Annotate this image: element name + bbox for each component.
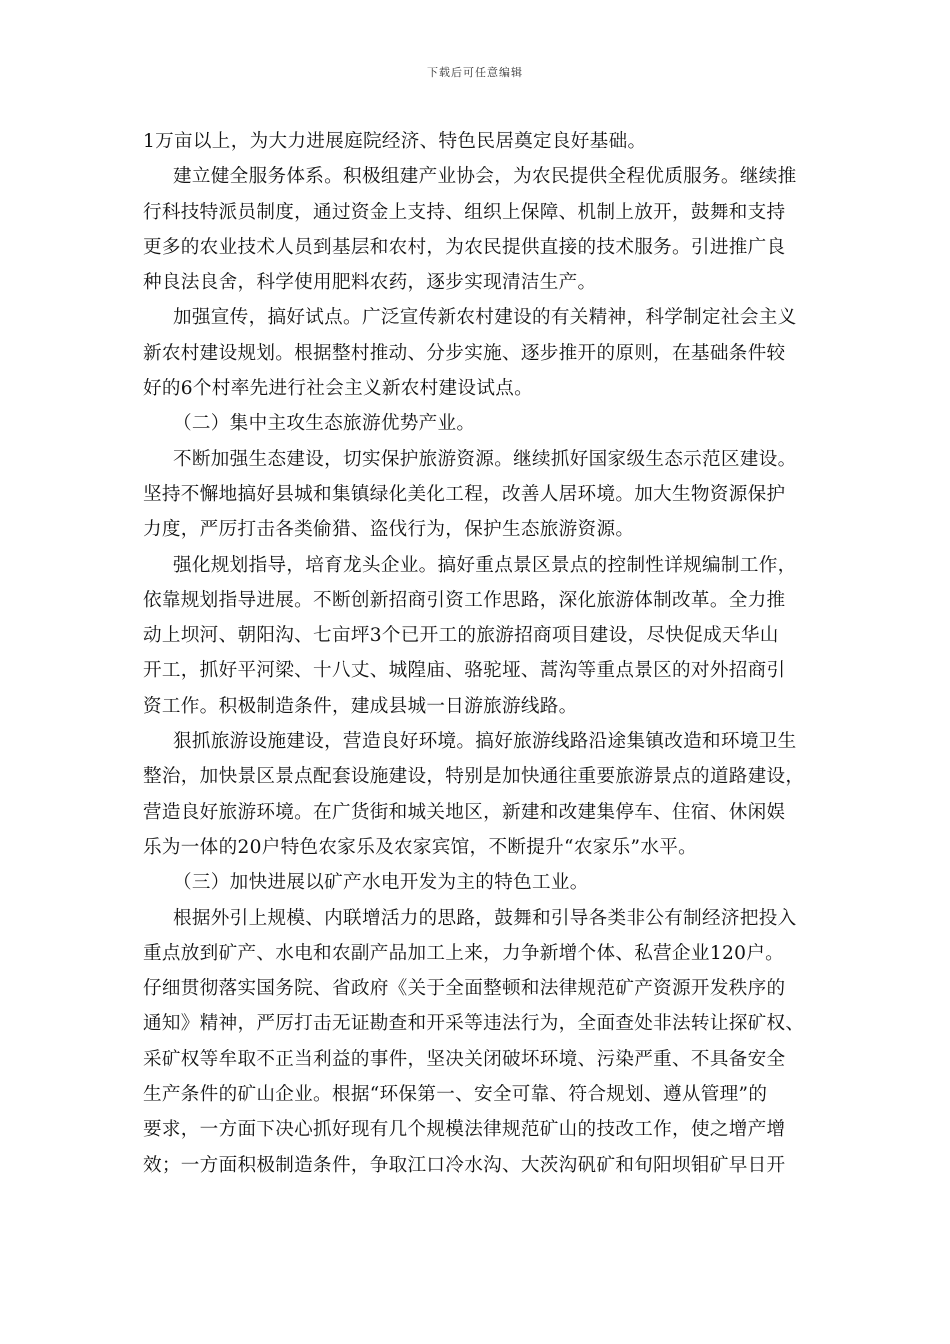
page-header: 下载后可任意编辑: [427, 66, 523, 79]
text-line: 1万亩以上，为大力进展庭院经济、特色民居奠定良好基础。: [143, 131, 647, 152]
text-line: 乐为一体的20户特色农家乐及农家宾馆，不断提升“农家乐”水平。: [143, 836, 698, 858]
text-line: 整治，加快景区景点配套设施建设，特别是加快通往重要旅游景点的道路建设，: [143, 766, 805, 788]
document-body: [143, 124, 823, 1183]
text-line: 生产条件的矿山企业。根据“环保第一、安全可靠、符合规划、遵从管理”的: [143, 1084, 768, 1106]
text-line: 新农村建设规划。根据整村推动、分步实施、逐步推开的原则，在基础条件较: [143, 342, 786, 364]
text-line: 采矿权等牟取不正当利益的事件，坚决关闭破坏环境、污染严重、不具备安全: [143, 1048, 786, 1070]
text-line: 坚持不懈地搞好县城和集镇绿化美化工程，改善人居环境。加大生物资源保护: [143, 483, 786, 505]
text-line: 通知》精神，严厉打击无证勘查和开采等违法行为，全面查处非法转让探矿权、: [143, 1013, 805, 1035]
text-line: 更多的农业技术人员到基层和农村，为农民提供直接的技术服务。引进推广良: [143, 236, 786, 258]
text-line: 营造良好旅游环境。在广货街和城关地区，新建和改建集停车、住宿、休闲娱: [143, 801, 786, 823]
text-line: 不断加强生态建设，切实保护旅游资源。继续抓好国家级生态示范区建设。: [173, 448, 797, 470]
text-line: 强化规划指导，培育龙头企业。搞好重点景区景点的控制性详规编制工作，: [173, 554, 797, 576]
text-line: 动上坝河、朝阳沟、七亩坪3个已开工的旅游招商项目建设，尽快促成天华山: [143, 625, 779, 647]
text-line: 狠抓旅游设施建设，营造良好环境。搞好旅游线路沿途集镇改造和环境卫生: [173, 731, 797, 753]
text-line: （二）集中主攻生态旅游优势产业。: [173, 413, 476, 435]
text-line: 根据外引上规模、内联增活力的思路，鼓舞和引导各类非公有制经济把投入: [173, 907, 797, 929]
text-line: 好的6个村率先进行社会主义新农村建设试点。: [143, 378, 534, 400]
text-line: 行科技特派员制度，通过资金上支持、组织上保障、机制上放开，鼓舞和支持: [143, 201, 786, 223]
text-line: 力度，严厉打击各类偷猎、盗伐行为，保护生态旅游资源。: [143, 519, 635, 541]
text-line: 重点放到矿产、水电和农副产品加工上来，力争新增个体、私营企业120户。: [143, 942, 784, 964]
text-line: 要求，一方面下决心抓好现有几个规模法律规范矿山的技改工作，使之增产增: [143, 1119, 786, 1141]
text-line: 加强宣传，搞好试点。广泛宣传新农村建设的有关精神，科学制定社会主义: [173, 307, 797, 329]
text-line: 开工，抓好平河梁、十八丈、城隍庙、骆驼垭、蒿沟等重点景区的对外招商引: [143, 660, 786, 682]
text-line: 依靠规划指导进展。不断创新招商引资工作思路，深化旅游体制改革。全力推: [143, 589, 786, 611]
text-line: 仔细贯彻落实国务院、省政府《关于全面整顿和法律规范矿产资源开发秩序的: [143, 978, 786, 1000]
text-line: （三）加快进展以矿产水电开发为主的特色工业。: [173, 872, 589, 894]
text-line: 种良法良舍，科学使用肥料农药，逐步实现清洁生产。: [143, 272, 597, 294]
text-line: 效；一方面积极制造条件，争取江口冷水沟、大茨沟矾矿和旬阳坝钼矿早日开: [143, 1154, 786, 1176]
text-line: 建立健全服务体系。积极组建产业协会，为农民提供全程优质服务。继续推: [173, 166, 797, 188]
text-line: 资工作。积极制造条件，建成县城一日游旅游线路。: [143, 695, 578, 717]
